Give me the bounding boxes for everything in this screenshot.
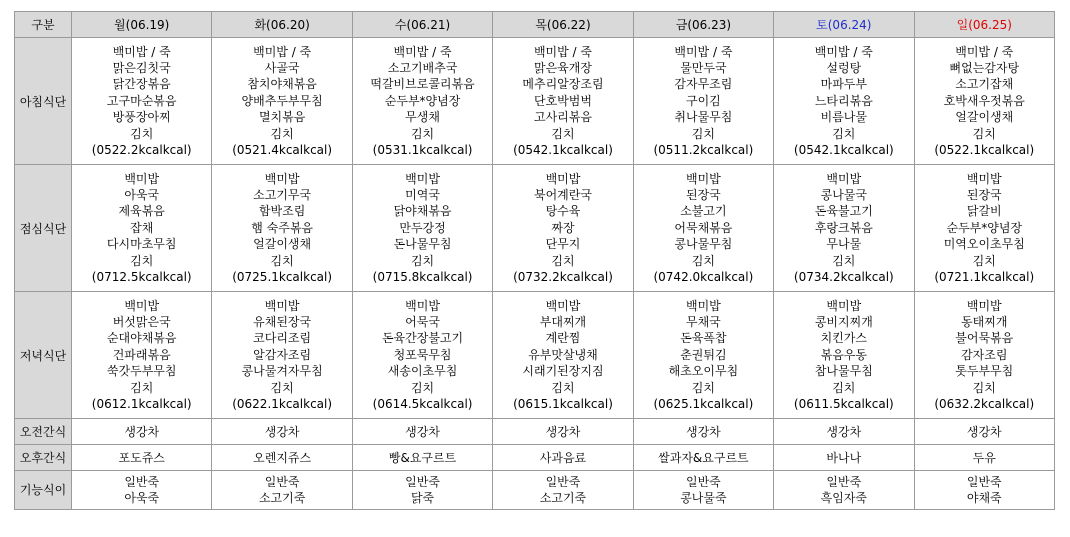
calorie-label: (0732.2kcalkcal)	[513, 270, 613, 285]
menu-item: 콩나물겨자무침	[241, 364, 323, 379]
menu-item: 물만두국	[680, 60, 727, 75]
menu-item: 김치	[832, 126, 856, 141]
functional-cell-mon	[72, 471, 212, 510]
menu-item: 유채된장국	[253, 314, 312, 329]
menu-item: 김치	[551, 380, 575, 395]
dinner-row	[15, 292, 1055, 419]
menu-item: 돈육불고기	[814, 204, 873, 219]
dinner-cell-sat	[774, 292, 914, 419]
morning-snack-cell-sat: 생강차	[774, 419, 914, 445]
breakfast-cell-thu	[493, 38, 633, 165]
menu-item: 김치	[270, 253, 294, 268]
menu-item: 어묵국	[405, 314, 440, 329]
menu-item: 아욱국	[124, 187, 160, 202]
menu-item: 참나물무침	[814, 364, 873, 379]
menu-item: 백미밥	[966, 298, 1002, 313]
functional-cell-sun	[914, 471, 1054, 510]
menu-item: 비름나물	[820, 110, 867, 125]
menu-item: 백미밥	[264, 171, 300, 186]
menu-item: 김치	[691, 126, 715, 141]
meal-category-label: 저녁식단	[15, 292, 72, 419]
lunch-cell-tue	[212, 165, 352, 292]
calorie-label: (0542.1kcalkcal)	[513, 143, 613, 158]
menu-item: 김치	[691, 380, 715, 395]
menu-item: 김치	[130, 126, 154, 141]
day-header-thu: 목(06.22)	[493, 12, 633, 38]
menu-item: 김치	[972, 126, 996, 141]
menu-item: 백미밥	[686, 171, 721, 186]
dinner-cell-mon	[72, 292, 212, 419]
dinner-cell-fri	[633, 292, 773, 419]
dinner-cell-thu	[493, 292, 633, 419]
menu-item: 어묵채볶음	[674, 220, 733, 235]
header-row	[15, 12, 1055, 38]
snack-category-label: 오후간식	[15, 445, 72, 471]
menu-item: 김치	[972, 253, 996, 268]
menu-item: 만두강정	[399, 220, 446, 235]
menu-item: 돈육간장불고기	[381, 331, 464, 346]
menu-item: 미역국	[405, 187, 440, 202]
porridge-item: 아욱죽	[124, 491, 160, 505]
menu-item: 방풍장아찌	[112, 110, 171, 125]
calorie-label: (0734.2kcalkcal)	[793, 270, 894, 285]
category-header: 구분	[15, 12, 72, 38]
menu-item: 마파두부	[820, 77, 867, 92]
menu-item: 백미밥 / 죽	[112, 44, 171, 59]
calorie-label: (0612.1kcalkcal)	[91, 397, 192, 412]
breakfast-row	[15, 38, 1055, 165]
day-header-sun: 일(06.25)	[914, 12, 1054, 38]
menu-item: 맑은김칫국	[112, 60, 171, 75]
menu-item: 미역오이초무침	[943, 237, 1025, 252]
menu-item: 건파래볶음	[112, 347, 171, 362]
day-header-fri: 금(06.23)	[633, 12, 773, 38]
porridge-item: 일반죽	[405, 475, 440, 489]
menu-item: 메추리알장조림	[522, 77, 604, 92]
menu-item: 백미밥	[405, 298, 440, 313]
menu-item: 소고기잡채	[955, 77, 1014, 92]
menu-item: 소고기무국	[253, 187, 312, 202]
menu-item: 소고기배추국	[387, 60, 458, 75]
menu-item: 무나물	[826, 237, 862, 252]
menu-item: 백미밥	[405, 171, 440, 186]
calorie-label: (0632.2kcalkcal)	[934, 397, 1035, 412]
menu-item: 김치	[130, 380, 154, 395]
menu-item: 백미밥	[826, 298, 862, 313]
calorie-label: (0614.5kcalkcal)	[372, 397, 473, 412]
calorie-label: (0625.1kcalkcal)	[653, 397, 754, 412]
porridge-item: 야채죽	[966, 491, 1002, 505]
menu-item: 함박조림	[258, 204, 306, 219]
menu-item: 쑥갓두부무침	[106, 364, 177, 379]
menu-item: 김치	[691, 253, 715, 268]
calorie-label: (0531.1kcalkcal)	[372, 143, 473, 158]
menu-item: 순두부*양념장	[946, 220, 1023, 235]
day-header-tue: 화(06.20)	[212, 12, 352, 38]
menu-item: 백미밥	[124, 171, 160, 186]
menu-item: 얼갈이생채	[955, 110, 1014, 125]
morning-snack-cell-fri: 생강차	[633, 419, 773, 445]
day-header-sat: 토(06.24)	[774, 12, 914, 38]
afternoon-snack-cell-thu: 사과음료	[493, 445, 633, 471]
menu-item: 김치	[410, 126, 435, 141]
snack-category-label: 오전간식	[15, 419, 72, 445]
menu-item: 무채국	[686, 314, 721, 329]
meal-category-label: 점심식단	[15, 165, 72, 292]
menu-item: 설렁탕	[826, 60, 862, 75]
menu-item: 탕수육	[545, 204, 581, 219]
menu-item: 떡갈비브로콜리볶음	[370, 77, 475, 92]
breakfast-cell-wed	[352, 38, 492, 165]
breakfast-cell-fri	[633, 38, 773, 165]
lunch-cell-sun	[914, 165, 1054, 292]
menu-item: 고사리볶음	[533, 110, 592, 125]
menu-item: 뼈없는감자탕	[949, 60, 1020, 75]
functional-diet-row	[15, 471, 1055, 510]
porridge-item: 일반죽	[545, 475, 581, 489]
menu-item: 북어계란국	[533, 187, 592, 202]
menu-item: 청포묵무침	[393, 347, 452, 362]
menu-item: 얼갈이생채	[253, 237, 312, 252]
menu-item: 백미밥 / 죽	[674, 44, 733, 59]
menu-item: 짜장	[551, 220, 575, 235]
menu-item: 닭간장볶음	[112, 77, 171, 92]
porridge-item: 일반죽	[826, 475, 862, 489]
menu-item: 백미밥	[545, 171, 581, 186]
menu-item: 시래기된장지짐	[522, 364, 604, 379]
lunch-cell-fri	[633, 165, 773, 292]
menu-item: 알감자조림	[253, 347, 312, 362]
menu-item: 백미밥	[686, 298, 721, 313]
lunch-cell-mon	[72, 165, 212, 292]
porridge-item: 소고기죽	[539, 491, 587, 505]
menu-item: 백미밥 / 죽	[955, 44, 1014, 59]
menu-item: 불어묵볶음	[955, 331, 1014, 346]
menu-item: 참치야채볶음	[247, 77, 317, 92]
menu-item: 돈육폭찹	[680, 331, 727, 346]
menu-item: 김치	[270, 126, 294, 141]
menu-item: 김치	[972, 380, 996, 395]
functional-cell-tue	[212, 471, 352, 510]
breakfast-cell-tue	[212, 38, 352, 165]
menu-item: 콩나물국	[820, 187, 867, 202]
dinner-cell-sun	[914, 292, 1054, 419]
menu-item: 양배추두부무침	[241, 93, 323, 108]
menu-item: 제육볶음	[118, 204, 165, 219]
menu-item: 백미밥 / 죽	[533, 44, 592, 59]
dinner-cell-wed	[352, 292, 492, 419]
menu-item: 동태찌개	[961, 314, 1008, 329]
day-header-wed: 수(06.21)	[352, 12, 492, 38]
menu-item: 구이김	[686, 93, 721, 108]
afternoon-snack-cell-wed: 빵&요구르트	[352, 445, 492, 471]
lunch-cell-wed	[352, 165, 492, 292]
calorie-label: (0721.1kcalkcal)	[934, 270, 1035, 285]
functional-cell-thu	[493, 471, 633, 510]
afternoon-snack-cell-tue: 오렌지쥬스	[212, 445, 352, 471]
menu-item: 사골국	[264, 60, 300, 75]
morning-snack-cell-wed: 생강차	[352, 419, 492, 445]
porridge-item: 일반죽	[264, 475, 300, 489]
menu-item: 김치	[832, 380, 856, 395]
lunch-row	[15, 165, 1055, 292]
menu-item: 후랑크볶음	[814, 220, 873, 235]
calorie-label: (0715.8kcalkcal)	[372, 270, 473, 285]
menu-item: 백미밥	[545, 298, 581, 313]
menu-item: 감자조림	[961, 347, 1008, 362]
menu-body	[15, 38, 1055, 510]
menu-item: 춘권튀김	[680, 347, 727, 362]
menu-item: 김치	[130, 253, 154, 268]
functional-category-label: 기능식이	[15, 471, 72, 510]
menu-item: 다시마초무침	[106, 237, 177, 252]
breakfast-cell-sat	[774, 38, 914, 165]
calorie-label: (0522.2kcalkcal)	[91, 143, 192, 158]
menu-item: 백미밥 / 죽	[814, 44, 873, 59]
calorie-label: (0622.1kcalkcal)	[232, 397, 333, 412]
menu-item: 된장국	[966, 187, 1002, 202]
menu-item: 콩나물무침	[674, 237, 733, 252]
menu-item: 닭갈비	[966, 204, 1002, 219]
menu-item: 톳두부무침	[955, 364, 1014, 379]
porridge-item: 콩나물죽	[680, 491, 727, 505]
calorie-label: (0522.1kcalkcal)	[934, 143, 1035, 158]
afternoon-snack-cell-sat: 바나나	[774, 445, 914, 471]
menu-item: 고구마순볶음	[106, 93, 177, 108]
menu-item: 김치	[551, 126, 575, 141]
menu-item: 잡채	[130, 220, 154, 235]
morning-snack-cell-thu: 생강차	[493, 419, 633, 445]
functional-cell-fri	[633, 471, 773, 510]
menu-item: 멸치볶음	[258, 110, 306, 125]
functional-cell-wed	[352, 471, 492, 510]
menu-item: 백미밥 / 죽	[393, 44, 452, 59]
menu-item: 된장국	[686, 187, 721, 202]
menu-item: 순대야채볶음	[106, 331, 177, 346]
menu-item: 치킨가스	[820, 331, 867, 346]
menu-item: 김치	[551, 253, 575, 268]
calorie-label: (0521.4kcalkcal)	[232, 143, 333, 158]
menu-item: 닭야채볶음	[393, 204, 452, 219]
porridge-item: 일반죽	[686, 475, 721, 489]
menu-item: 백미밥	[264, 298, 300, 313]
functional-cell-sat	[774, 471, 914, 510]
porridge-item: 일반죽	[966, 475, 1002, 489]
porridge-item: 닭죽	[410, 491, 435, 505]
menu-item: 김치	[410, 253, 435, 268]
menu-item: 계란찜	[545, 331, 581, 346]
calorie-label: (0542.1kcalkcal)	[793, 143, 894, 158]
menu-item: 백미밥	[966, 171, 1002, 186]
menu-item: 백미밥 / 죽	[253, 44, 312, 59]
menu-item: 맑은육개장	[533, 60, 592, 75]
meal-category-label: 아침식단	[15, 38, 72, 165]
afternoon-snack-cell-fri: 쌀과자&요구르트	[633, 445, 773, 471]
afternoon-snack-cell-mon: 포도쥬스	[72, 445, 212, 471]
menu-item: 유부맛살냉채	[528, 347, 598, 362]
menu-item: 순두부*양념장	[384, 93, 461, 108]
lunch-cell-thu	[493, 165, 633, 292]
afternoon-snack-row	[15, 445, 1055, 471]
lunch-cell-sat	[774, 165, 914, 292]
menu-item: 새송이초무침	[387, 364, 458, 379]
menu-item: 감자무조림	[674, 77, 733, 92]
morning-snack-row	[15, 419, 1055, 445]
porridge-item: 흑임자죽	[820, 491, 867, 505]
menu-item: 소불고기	[680, 204, 727, 219]
weekly-menu-table	[14, 11, 1055, 510]
menu-item: 단호박범벅	[533, 93, 592, 108]
menu-item: 버섯맑은국	[112, 314, 171, 329]
menu-item: 김치	[270, 380, 294, 395]
calorie-label: (0511.2kcalkcal)	[653, 143, 754, 158]
menu-item: 단무지	[545, 237, 581, 252]
menu-item: 콩비지찌개	[814, 314, 873, 329]
menu-item: 볶음우동	[820, 347, 867, 362]
morning-snack-cell-mon: 생강차	[72, 419, 212, 445]
calorie-label: (0615.1kcalkcal)	[513, 397, 613, 412]
calorie-label: (0725.1kcalkcal)	[232, 270, 333, 285]
morning-snack-cell-sun: 생강차	[914, 419, 1054, 445]
porridge-item: 일반죽	[124, 475, 160, 489]
menu-item: 햄 숙주볶음	[251, 220, 314, 235]
morning-snack-cell-tue: 생강차	[212, 419, 352, 445]
menu-item: 김치	[410, 380, 435, 395]
menu-item: 김치	[832, 253, 856, 268]
day-header-mon: 월(06.19)	[72, 12, 212, 38]
breakfast-cell-sun	[914, 38, 1054, 165]
menu-item: 호박새우젓볶음	[943, 93, 1025, 108]
porridge-item: 소고기죽	[258, 491, 306, 505]
menu-item: 백미밥	[826, 171, 862, 186]
dinner-cell-tue	[212, 292, 352, 419]
calorie-label: (0611.5kcalkcal)	[793, 397, 894, 412]
menu-item: 취나물무침	[674, 110, 733, 125]
menu-item: 무생채	[405, 110, 440, 125]
menu-item: 느타리볶음	[814, 93, 873, 108]
menu-item: 백미밥	[124, 298, 160, 313]
breakfast-cell-mon	[72, 38, 212, 165]
calorie-label: (0712.5kcalkcal)	[91, 270, 192, 285]
menu-item: 해초오이무침	[668, 364, 739, 379]
calorie-label: (0742.0kcalkcal)	[653, 270, 754, 285]
menu-item: 돈나물무침	[393, 237, 452, 252]
menu-item: 코다리조림	[253, 331, 312, 346]
afternoon-snack-cell-sun: 두유	[914, 445, 1054, 471]
menu-item: 부대찌개	[539, 314, 587, 329]
